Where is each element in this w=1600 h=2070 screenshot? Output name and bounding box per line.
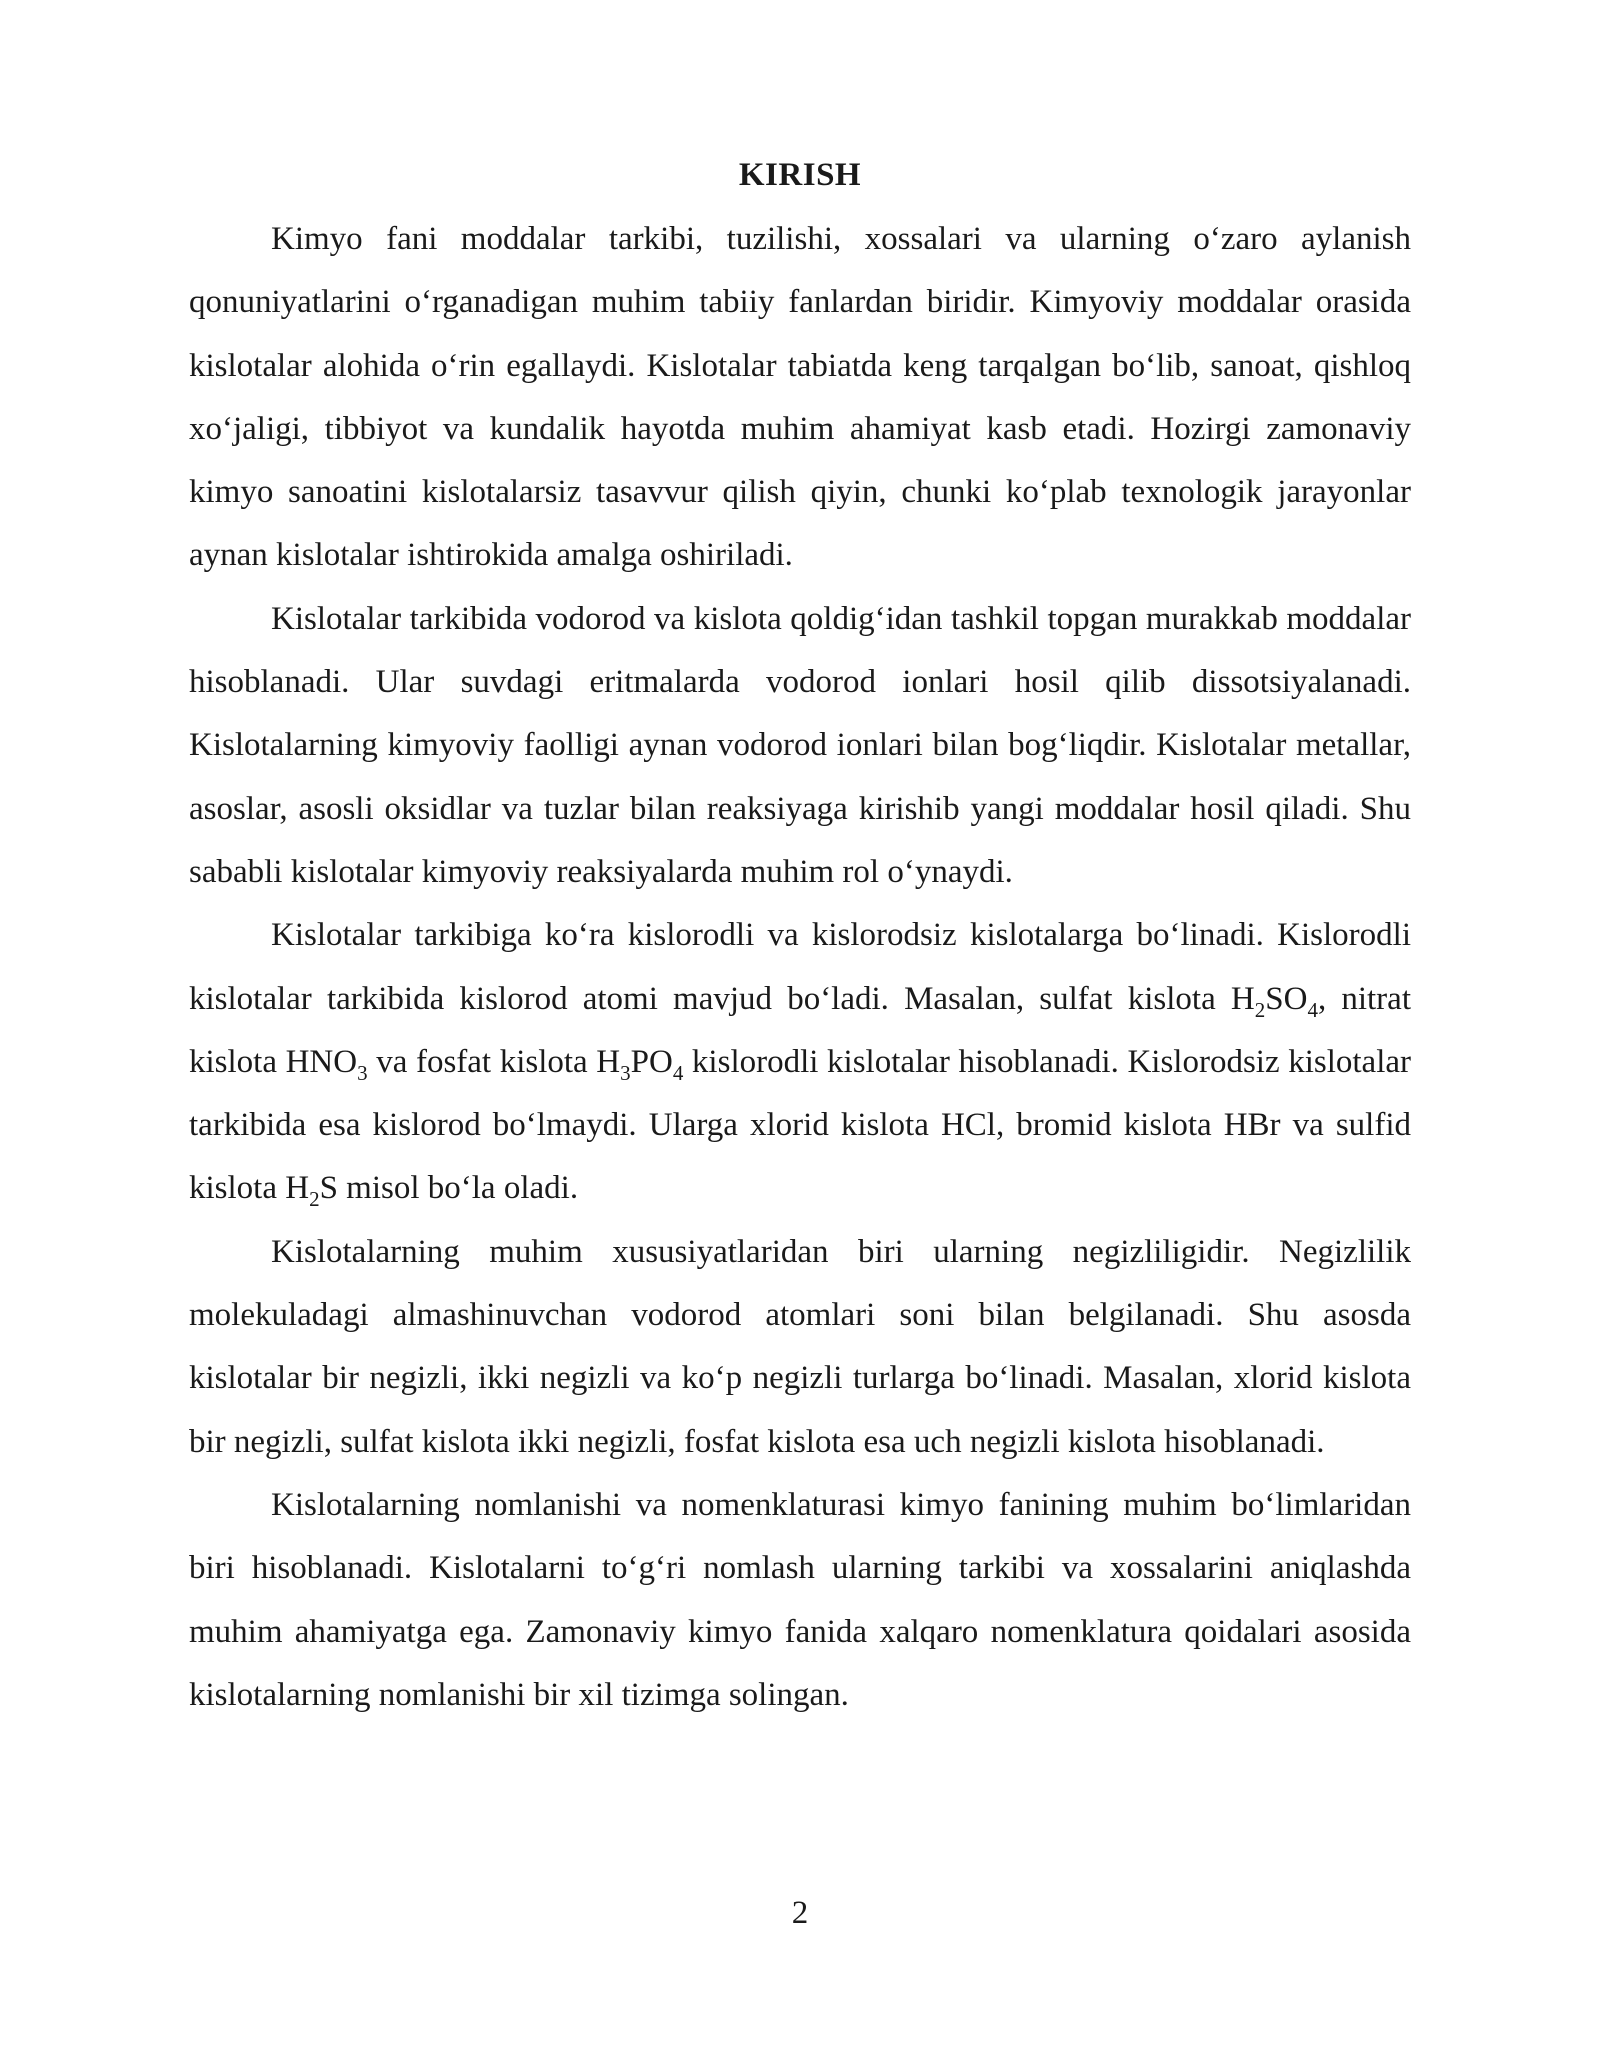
section-title: KIRISH: [738, 157, 862, 193]
document-page: [189, 148, 1411, 1727]
paragraph-5: Kislotalarning nomlanishi va nomenklaturasi kimyo fanining muhim bo‘limlaridan biri hisoblanadi. Kislotalarni to‘g‘ri nomlash ularning tarkibi va xossalarini aniqlashda muhim ahamiyatga ega. Zamonaviy kimyo fanida xalqaro nomenklatura qoidalari asosida kislotalarning nomlanishi bir xil tizimga solingan.: [189, 1486, 1411, 1713]
paragraph-4: Kislotalarning muhim xususiyatlaridan biri ularning negizliligidir. Negizlilik molekuladagi almashinuvchan vodorod atomlari soni bilan belgilanadi. Shu asosda kislotalar bir negizli, ikki negizli va ko‘p negizli turlarga bo‘linadi. Masalan, xlorid kislota bir negizli, sulfat kislota ikki negizli, fosfat kislota esa uch negizli kislota hisoblanadi.: [189, 1233, 1411, 1460]
paragraph-1: Kimyo fani moddalar tarkibi, tuzilishi, xossalari va ularning o‘zaro aylanish qonuniyatlarini o‘rganadigan muhim tabiiy fanlardan biridir. Kimyoviy moddalar orasida kislotalar alohida o‘rin egallaydi. Kislotalar tabiatda keng tarqalgan bo‘lib, sanoat, qishloq xo‘jaligi, tibbiyot va kundalik hayotda muhim ahamiyat kasb etadi. Hozirgi zamonaviy kimyo sanoatini kislotalarsiz tasavvur qilish qiyin, chunki ko‘plab texnologik jarayonlar aynan kislotalar ishtirokida amalga oshiriladi.: [189, 221, 1411, 574]
page-number: 2: [791, 1895, 809, 1931]
paragraph-3: Kislotalar tarkibiga ko‘ra kislorodli va kislorodsiz kislotalarga bo‘linadi. Kislorodli kislotalar tarkibida kislorod atomi mavjud bo‘ladi. Masalan, sulfat kislota $H_2SO_4$, nitrat kislota $HNO_3$ va fosfat kislota $H_3PO_4$ kislorodli kislotalar hisoblanadi. Kislorodsiz kislotalar tarkibida esa kislorod bo‘lmaydi. Ularga xlorid kislota HCl, bromid kislota HBr va sulfid kislota $H_2S$ misol bo‘la oladi.: [189, 917, 1412, 1212]
paragraph-2: Kislotalar tarkibida vodorod va kislota qoldig‘idan tashkil topgan murakkab moddalar hisoblanadi. Ular suvdagi eritmalarda vodorod ionlari hosil qilib dissotsiyalanadi. Kislotalarning kimyoviy faolligi aynan vodorod ionlari bilan bog‘liqdir. Kislotalar metallar, asoslar, asosli oksidlar va tuzlar bilan reaksiyaga kirishib yangi moddalar hosil qiladi. Shu sababli kislotalar kimyoviy reaksiyalarda muhim rol o‘ynaydi.: [189, 600, 1411, 890]
